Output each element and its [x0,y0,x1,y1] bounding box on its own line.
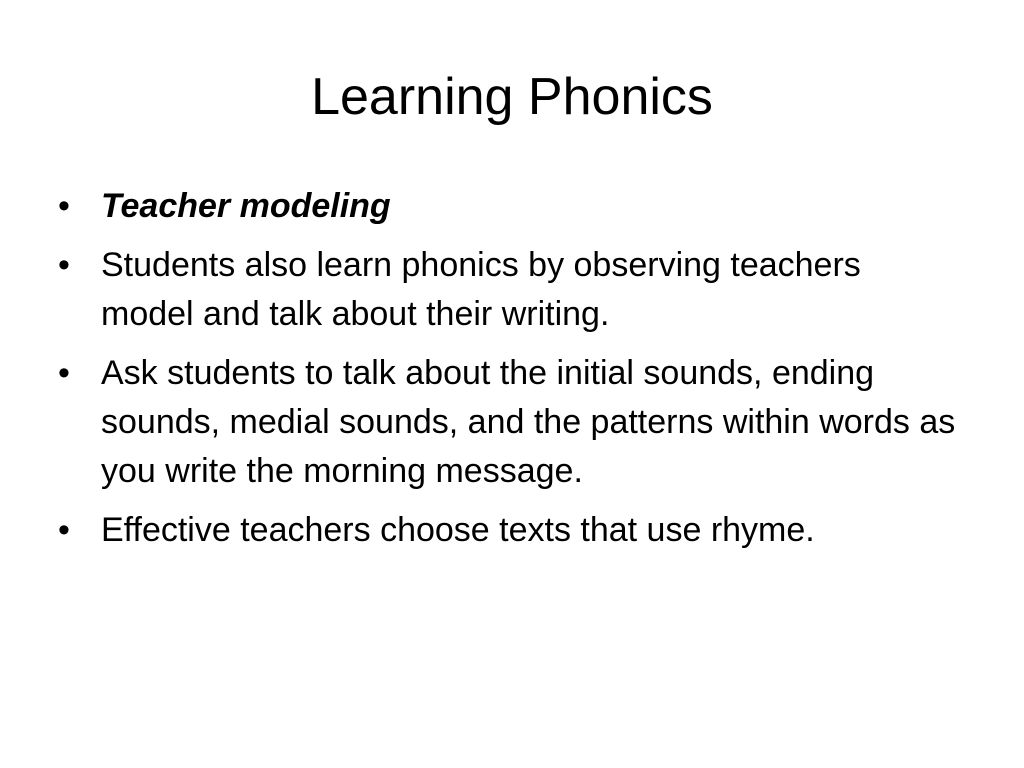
bullet-item [58,506,958,555]
bullet-item [58,241,958,339]
bullet-item [58,182,958,231]
bullet-list [58,182,958,565]
bullet-text-students-observe: Students also learn phonics by observing teachers model and talk about their writing. [101,246,861,333]
slide-title: Learning Phonics [311,68,713,126]
bullet-dot-icon: • [58,354,70,392]
bullet-text-teacher-modeling: Teacher modeling [101,187,391,225]
bullet-dot-icon: • [58,187,70,225]
bullet-text-ask-students: Ask students to talk about the initial sounds, ending sounds, medial sounds, and the patterns within words as you write the morning message. [101,354,956,490]
bullet-dot-icon: • [58,511,70,549]
bullet-item [58,349,958,496]
bullet-text-effective-teachers: Effective teachers choose texts that use rhyme. [101,511,815,549]
bullet-dot-icon: • [58,246,70,284]
